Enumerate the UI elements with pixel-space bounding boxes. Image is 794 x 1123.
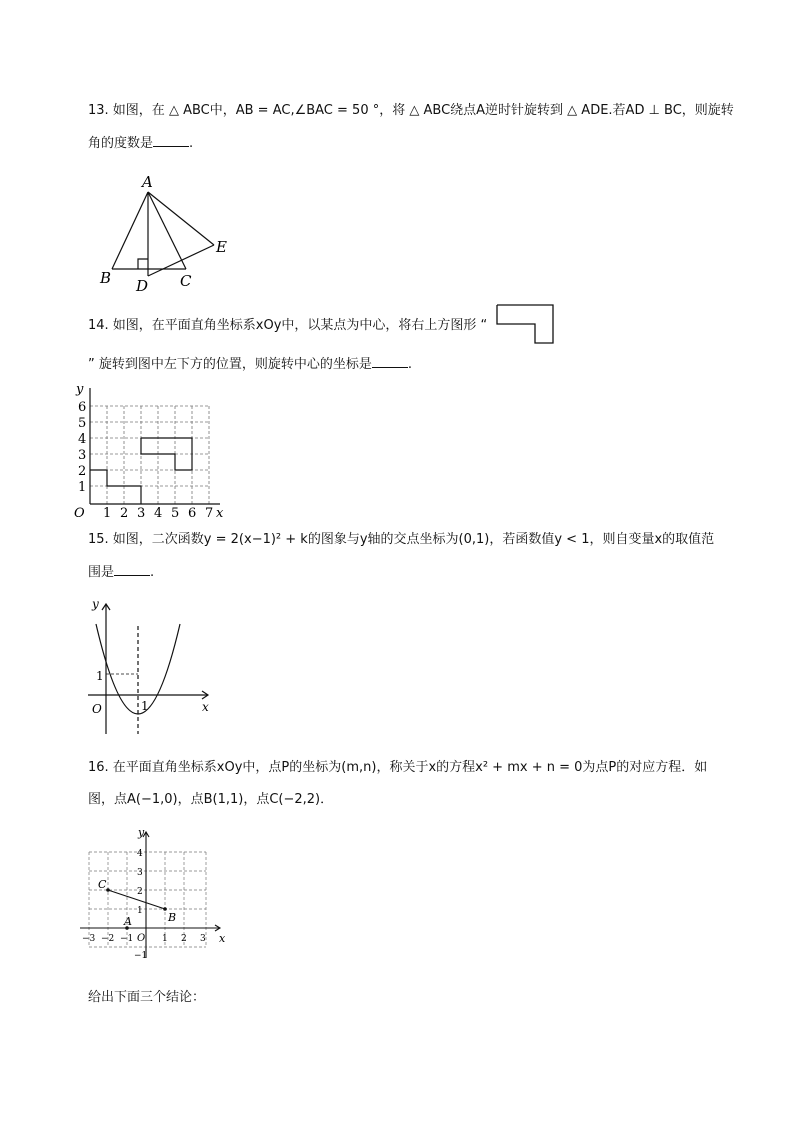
q14-axis-y: y (76, 382, 84, 397)
q15-parabola-figure (84, 594, 220, 740)
label-E: E (216, 238, 227, 256)
q16-xtick: −3 (82, 934, 96, 944)
q16-xtick: −2 (101, 934, 115, 944)
q14-xtick: 2 (120, 506, 129, 518)
q16-xtick: 1 (162, 934, 168, 944)
q14-grid-figure (60, 376, 240, 518)
q14-xtick: 5 (171, 506, 180, 518)
q16-xtick: 3 (200, 934, 206, 944)
q14-axis-x: x (216, 506, 224, 518)
q15-axis-x: x (202, 700, 209, 714)
q14-ytick: 4 (78, 432, 87, 447)
q15-line2: 围是 . (88, 561, 154, 583)
q13-answer-blank (153, 132, 189, 147)
q16-ytick: 2 (137, 887, 143, 897)
q14-answer-blank (372, 353, 408, 368)
q16-ytick: −1 (134, 951, 148, 961)
q16-line1: 16. 在平面直角坐标系xOy中，点P的坐标为(m,n)，称关于x的方程x² + mx + n = 0为点P的对应方程．如 (88, 760, 708, 775)
q16-point-C: C (98, 878, 107, 891)
q15-axis-y: y (92, 597, 99, 611)
q15-y-intercept-label: 1 (96, 669, 104, 683)
q13-line1: 13. 如图，在 △ ABC中，AB = AC,∠BAC = 50 °，将 △ ABC绕点A逆时针旋转到 △ ADE.若AD ⊥ BC，则旋转 (88, 103, 734, 118)
q16-ytick: 4 (137, 849, 143, 859)
q14-l-shape-icon (494, 302, 558, 348)
label-A: A (142, 173, 153, 191)
label-C: C (180, 272, 192, 290)
q13-text: 角的度数是 (88, 136, 154, 151)
q14-line2: ” 旋转到图中左下方的位置，则旋转中心的坐标是 . (88, 353, 412, 375)
q15-origin: O (92, 702, 102, 716)
q16-point-B: B (168, 911, 177, 924)
q15-x-one-label: 1 (141, 699, 149, 713)
q14-ytick: 3 (78, 448, 87, 463)
q15-answer-blank (114, 561, 150, 576)
q16-point-A: A (124, 915, 132, 928)
q14-ytick: 6 (78, 400, 87, 415)
q14-xtick: 7 (205, 506, 214, 518)
label-D: D (136, 277, 149, 292)
q14-xtick: 3 (137, 506, 146, 518)
q16-grid-figure (76, 824, 230, 968)
q16-xtick: 2 (181, 934, 187, 944)
q13-triangle-figure (96, 170, 236, 292)
q14-xtick: 4 (154, 506, 163, 518)
q13-line2: 角的度数是 . (88, 132, 193, 154)
q16-ytick: 1 (137, 906, 143, 916)
q16-xtick: −1 (120, 934, 134, 944)
q14-ytick: 1 (78, 480, 87, 495)
q14-origin: O (74, 506, 85, 518)
q14-ytick: 2 (78, 464, 87, 479)
q15-line1: 15. 如图，二次函数y = 2(x−1)² + k的图象与y轴的交点坐标为(0,1)，若函数值y < 1，则自变量x的取值范 (88, 532, 715, 547)
q14-ytick: 5 (78, 416, 87, 431)
q14-line1: 14. 如图，在平面直角坐标系xOy中，以某点为中心，将右上方图形 “ (88, 318, 488, 333)
label-B: B (100, 269, 112, 287)
q16-line2: 图，点A(−1,0)，点B(1,1)，点C(−2,2)． (88, 792, 334, 807)
q14-xtick: 1 (103, 506, 112, 518)
q16-conclusion-text: 给出下面三个结论： (88, 990, 206, 1005)
q16-axis-x: x (219, 932, 226, 945)
q16-ytick: 3 (137, 868, 143, 878)
q16-axis-y: y (138, 826, 145, 839)
q14-xtick: 6 (188, 506, 197, 518)
q16-origin: O (137, 933, 146, 944)
